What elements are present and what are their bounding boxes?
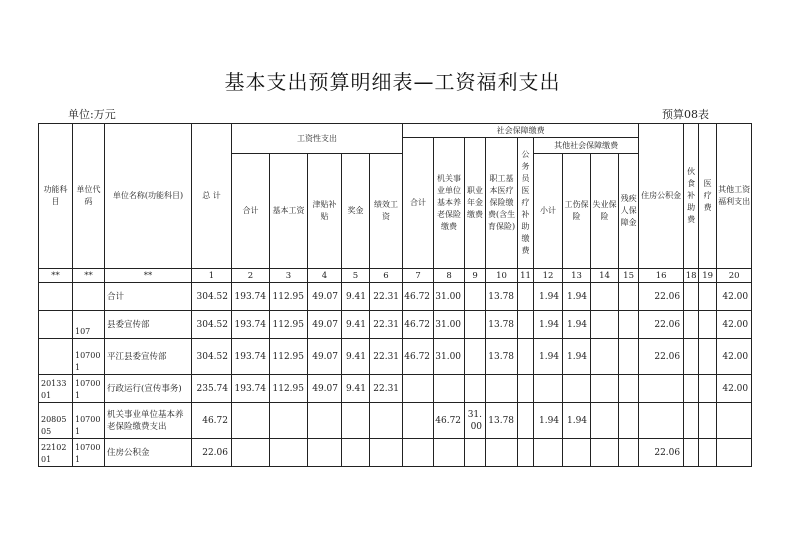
cell-social_sum: [403, 403, 434, 439]
cell-basic: 112.95: [270, 283, 308, 311]
cell-disab: [619, 311, 639, 339]
header-unemployment: 失业保险: [591, 154, 619, 269]
cell-other: [717, 439, 752, 467]
cell-allowance: 49.07: [308, 283, 342, 311]
cell-func: 2013301: [39, 375, 73, 403]
cell-pension: 46.72: [434, 403, 465, 439]
index-cell: **: [39, 269, 73, 283]
index-cell: 4: [308, 269, 342, 283]
cell-unemp: [591, 403, 619, 439]
header-total: 总 计: [192, 124, 232, 269]
cell-other: 42.00: [717, 375, 752, 403]
cell-func: [39, 283, 73, 311]
cell-total: 46.72: [192, 403, 232, 439]
cell-code: 107001: [73, 439, 105, 467]
cell-allowance: [308, 403, 342, 439]
cell-disab: [619, 375, 639, 403]
header-salary-group: 工资性支出: [232, 124, 403, 154]
header-disability: 残疾人保障金: [619, 154, 639, 269]
cell-food: [684, 283, 699, 311]
cell-housing: 22.06: [639, 311, 684, 339]
cell-unemp: [591, 339, 619, 375]
cell-food: [684, 311, 699, 339]
cell-performance: 22.31: [370, 375, 403, 403]
index-cell: 16: [639, 269, 684, 283]
cell-code: 107001: [73, 339, 105, 375]
header-housing: 住房公积金: [639, 124, 684, 269]
cell-total: 22.06: [192, 439, 232, 467]
cell-disab: [619, 403, 639, 439]
cell-salary_sum: 193.74: [232, 375, 270, 403]
cell-unemp: [591, 439, 619, 467]
cell-salary_sum: 193.74: [232, 311, 270, 339]
cell-annuity: [465, 283, 486, 311]
budget-table: [38, 123, 752, 467]
header-civil-medical: 公务员医疗补助缴费: [518, 138, 534, 269]
cell-name: 县委宣传部: [105, 311, 192, 339]
cell-injury: [563, 439, 591, 467]
cell-performance: 22.31: [370, 339, 403, 375]
cell-medical: 13.78: [486, 403, 518, 439]
cell-social_sum: [403, 439, 434, 467]
table-row: [39, 311, 752, 339]
index-cell: 1: [192, 269, 232, 283]
cell-code: 107001: [73, 375, 105, 403]
cell-social_sum: 46.72: [403, 311, 434, 339]
index-cell: 11: [518, 269, 534, 283]
cell-unemp: [591, 283, 619, 311]
cell-social_sum: 46.72: [403, 339, 434, 375]
cell-annuity: [465, 339, 486, 375]
cell-salary_sum: [232, 439, 270, 467]
cell-food: [684, 403, 699, 439]
table-row: [39, 339, 752, 375]
table-row: [39, 439, 752, 467]
cell-other_sum: 1.94: [534, 311, 563, 339]
index-row: [39, 269, 752, 283]
cell-social_sum: [403, 375, 434, 403]
cell-salary_sum: 193.74: [232, 283, 270, 311]
cell-pension: 31.00: [434, 311, 465, 339]
index-cell: 10: [486, 269, 518, 283]
cell-other_sum: [534, 439, 563, 467]
cell-total: 304.52: [192, 339, 232, 375]
header-medical: 职工基本医疗保险缴费(含生育保险): [486, 138, 518, 269]
cell-medical: 13.78: [486, 311, 518, 339]
cell-allowance: 49.07: [308, 311, 342, 339]
cell-basic: [270, 403, 308, 439]
cell-medical: 13.78: [486, 339, 518, 375]
cell-performance: [370, 439, 403, 467]
index-cell: 19: [699, 269, 717, 283]
cell-food: [684, 439, 699, 467]
cell-basic: [270, 439, 308, 467]
header-unit-code: 单位代码: [73, 124, 105, 269]
table-row: [39, 283, 752, 311]
cell-housing: 22.06: [639, 283, 684, 311]
header-food: 伙食补助费: [684, 124, 699, 269]
index-cell: 2: [232, 269, 270, 283]
index-cell: 15: [619, 269, 639, 283]
cell-unemp: [591, 311, 619, 339]
cell-func: 2080505: [39, 403, 73, 439]
cell-medfee: [699, 311, 717, 339]
cell-other: 42.00: [717, 311, 752, 339]
cell-pension: 31.00: [434, 339, 465, 375]
cell-name: 合计: [105, 283, 192, 311]
cell-salary_sum: 193.74: [232, 339, 270, 375]
table-number: 预算08表: [662, 108, 709, 121]
header-basic-salary: 基本工资: [270, 154, 308, 269]
cell-salary_sum: [232, 403, 270, 439]
cell-basic: 112.95: [270, 375, 308, 403]
cell-pension: [434, 375, 465, 403]
cell-civil: [518, 283, 534, 311]
index-cell: 7: [403, 269, 434, 283]
cell-medfee: [699, 375, 717, 403]
cell-civil: [518, 339, 534, 375]
cell-performance: [370, 403, 403, 439]
cell-medfee: [699, 439, 717, 467]
cell-func: 2210201: [39, 439, 73, 467]
cell-other_sum: 1.94: [534, 283, 563, 311]
cell-total: 235.74: [192, 375, 232, 403]
cell-func: [39, 311, 73, 339]
cell-other_sum: 1.94: [534, 403, 563, 439]
cell-allowance: [308, 439, 342, 467]
header-performance: 绩效工资: [370, 154, 403, 269]
header-unit-name: 单位名称(功能科目): [105, 124, 192, 269]
cell-pension: 31.00: [434, 283, 465, 311]
cell-pension: [434, 439, 465, 467]
cell-housing: [639, 375, 684, 403]
cell-injury: [563, 375, 591, 403]
cell-bonus: 9.41: [342, 339, 370, 375]
index-cell: 18: [684, 269, 699, 283]
cell-bonus: 9.41: [342, 283, 370, 311]
header-bonus: 奖金: [342, 154, 370, 269]
cell-injury: 1.94: [563, 283, 591, 311]
cell-total: 304.52: [192, 283, 232, 311]
cell-allowance: 49.07: [308, 375, 342, 403]
header-annuity: 职业年金缴费: [465, 138, 486, 269]
cell-housing: [639, 403, 684, 439]
index-cell: **: [73, 269, 105, 283]
cell-housing: 22.06: [639, 339, 684, 375]
cell-annuity: [465, 311, 486, 339]
header-injury: 工伤保险: [563, 154, 591, 269]
page-title: 基本支出预算明细表—工资福利支出: [224, 70, 561, 94]
cell-food: [684, 375, 699, 403]
cell-performance: 22.31: [370, 311, 403, 339]
header-salary-sum: 合计: [232, 154, 270, 269]
cell-other: 42.00: [717, 339, 752, 375]
header-func-code: 功能科目: [39, 124, 73, 269]
cell-other_sum: [534, 375, 563, 403]
cell-medfee: [699, 283, 717, 311]
cell-bonus: 9.41: [342, 311, 370, 339]
cell-bonus: [342, 403, 370, 439]
cell-social_sum: 46.72: [403, 283, 434, 311]
cell-total: 304.52: [192, 311, 232, 339]
cell-code: 107001: [73, 403, 105, 439]
header-other-group: 其他社会保障缴费: [534, 138, 639, 154]
cell-performance: 22.31: [370, 283, 403, 311]
table-row: [39, 403, 752, 439]
cell-unemp: [591, 375, 619, 403]
cell-name: 行政运行(宣传事务): [105, 375, 192, 403]
cell-housing: 22.06: [639, 439, 684, 467]
index-cell: 13: [563, 269, 591, 283]
cell-other: 42.00: [717, 283, 752, 311]
cell-basic: 112.95: [270, 311, 308, 339]
cell-annuity: [465, 439, 486, 467]
unit-label: 单位:万元: [68, 108, 116, 121]
cell-func: [39, 339, 73, 375]
index-cell: 14: [591, 269, 619, 283]
cell-civil: [518, 375, 534, 403]
cell-medical: [486, 375, 518, 403]
index-cell: 5: [342, 269, 370, 283]
cell-disab: [619, 339, 639, 375]
index-cell: 8: [434, 269, 465, 283]
cell-other: [717, 403, 752, 439]
header-other-welfare: 其他工资福利支出: [717, 124, 752, 269]
cell-name: 机关事业单位基本养老保险缴费支出: [105, 403, 192, 439]
cell-medical: [486, 439, 518, 467]
index-cell: 3: [270, 269, 308, 283]
cell-bonus: [342, 439, 370, 467]
cell-disab: [619, 283, 639, 311]
cell-bonus: 9.41: [342, 375, 370, 403]
cell-annuity: 31.00: [465, 403, 486, 439]
index-cell: 20: [717, 269, 752, 283]
table-row: [39, 375, 752, 403]
cell-civil: [518, 403, 534, 439]
index-cell: 9: [465, 269, 486, 283]
cell-civil: [518, 311, 534, 339]
cell-medical: 13.78: [486, 283, 518, 311]
cell-other_sum: 1.94: [534, 339, 563, 375]
cell-medfee: [699, 403, 717, 439]
cell-injury: 1.94: [563, 311, 591, 339]
header-med-fee: 医疗费: [699, 124, 717, 269]
index-cell: **: [105, 269, 192, 283]
header-allowance: 津贴补贴: [308, 154, 342, 269]
cell-allowance: 49.07: [308, 339, 342, 375]
cell-food: [684, 339, 699, 375]
header-pension: 机关事业单位基本养老保险缴费: [434, 138, 465, 269]
header-social-sum: 合计: [403, 138, 434, 269]
index-cell: 6: [370, 269, 403, 283]
cell-name: 住房公积金: [105, 439, 192, 467]
cell-injury: 1.94: [563, 403, 591, 439]
cell-injury: 1.94: [563, 339, 591, 375]
index-cell: 12: [534, 269, 563, 283]
cell-name: 平江县委宣传部: [105, 339, 192, 375]
cell-annuity: [465, 375, 486, 403]
cell-disab: [619, 439, 639, 467]
cell-civil: [518, 439, 534, 467]
cell-basic: 112.95: [270, 339, 308, 375]
cell-code: [73, 283, 105, 311]
cell-code: 107: [73, 311, 105, 339]
header-other-sum: 小计: [534, 154, 563, 269]
header-social-group: 社会保障缴费: [403, 124, 639, 138]
cell-medfee: [699, 339, 717, 375]
